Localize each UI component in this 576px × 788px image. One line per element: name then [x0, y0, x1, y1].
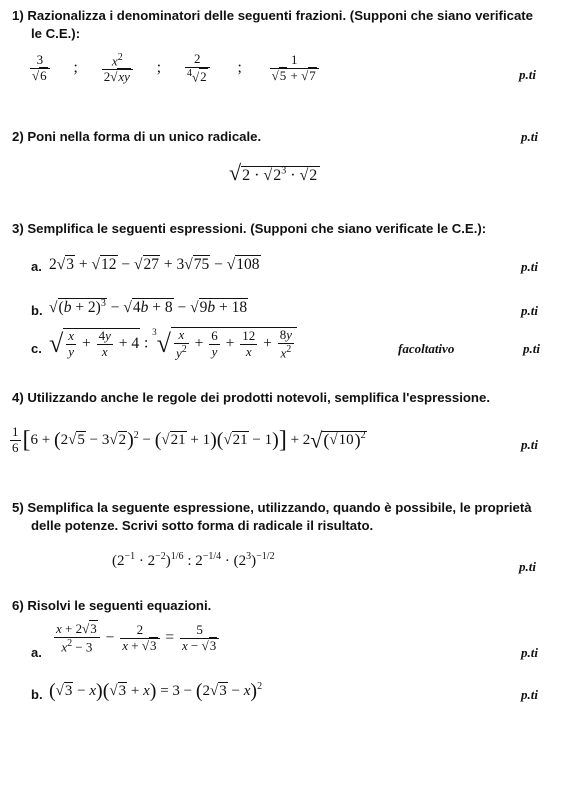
question-2: 2) Poni nella forma di un unico radicale. [12, 129, 262, 144]
question-5-line1: 5) Semplifica la seguente espressione, utilizzando, quando è possibile, le proprietà [12, 500, 532, 515]
formula-q3c: √ $\frac{x}{y}$ + $\frac{4y}{x}$ + 4 : $^3$√ $\frac{x}{y^2}$ + $\frac{6}{y}$ + $\frac{12}{x}$ + $\frac{8y}{x^2}$ [49, 327, 297, 361]
formula-q4: $\frac{1}{6}$ $[6 + (2√5 - 3√2)^2 - (√21 + 1)(√21 - 1)] + 2√(√10)^2$ [12, 424, 366, 455]
formula-q6b: $(√3 - x)(√3 + x) = 3 - (2√3 - x)^2$ [49, 680, 263, 702]
formula-q1: $\frac{3}{√6}$ ; $\frac{x^2}{2√xy}$ ; $\frac{2}{^4√2}$ ; $\frac{1}{√5 + √7}$ [28, 52, 321, 85]
question-3: 3) Semplifica le seguenti espressioni. (Supponi che siano verificate le C.E.): [12, 221, 487, 236]
formula-q6a: $\frac{x + 2√3}{x^2 - 3}$ − $\frac{2}{x + √3}$ = $\frac{5}{x - √3}$ [52, 622, 221, 655]
points-q4: p.ti [521, 437, 538, 452]
points-q2: p.ti [521, 129, 538, 144]
question-1-line1: 1) Razionalizza i denominatori delle seguenti frazioni. (Supponi che siano verificate [12, 8, 534, 23]
formula-q3a: 2√3 + √12 − √27 + 3√75 − √108 [49, 256, 260, 273]
label-3c: c. [31, 341, 42, 356]
points-q5: p.ti [519, 559, 536, 574]
label-3b: b. [31, 303, 43, 318]
points-q3c: p.ti [523, 341, 540, 356]
points-q3b: p.ti [521, 303, 538, 318]
optional-label: facoltativo [398, 341, 455, 356]
formula-q2: $√2 \cdot √2^3 \cdot √2$ [229, 160, 320, 186]
points-q6a: p.ti [521, 645, 538, 660]
question-4: 4) Utilizzando anche le regole dei prodotti notevoli, semplifica l'espressione. [12, 390, 490, 405]
formula-q3b: $√(b + 2)^3 - √4b + 8 - √9b + 18$ [49, 298, 248, 317]
points-q3a: p.ti [521, 259, 538, 274]
label-6b: b. [31, 687, 43, 702]
points-q6b: p.ti [521, 687, 538, 702]
label-6a: a. [31, 645, 42, 660]
question-1-line2: le C.E.): [31, 26, 81, 41]
question-6: 6) Risolvi le seguenti equazioni. [12, 598, 212, 613]
formula-q5: $(2^{-1} \cdot 2^{-2})^{1/6}$ : $2^{-1/4} \cdot (2^3)^{-1/2}$ [112, 551, 275, 569]
question-5-line2: delle potenze. Scrivi sotto forma di radicale il risultato. [31, 518, 374, 533]
label-3a: a. [31, 259, 42, 274]
points-q1: p.ti [519, 67, 536, 82]
